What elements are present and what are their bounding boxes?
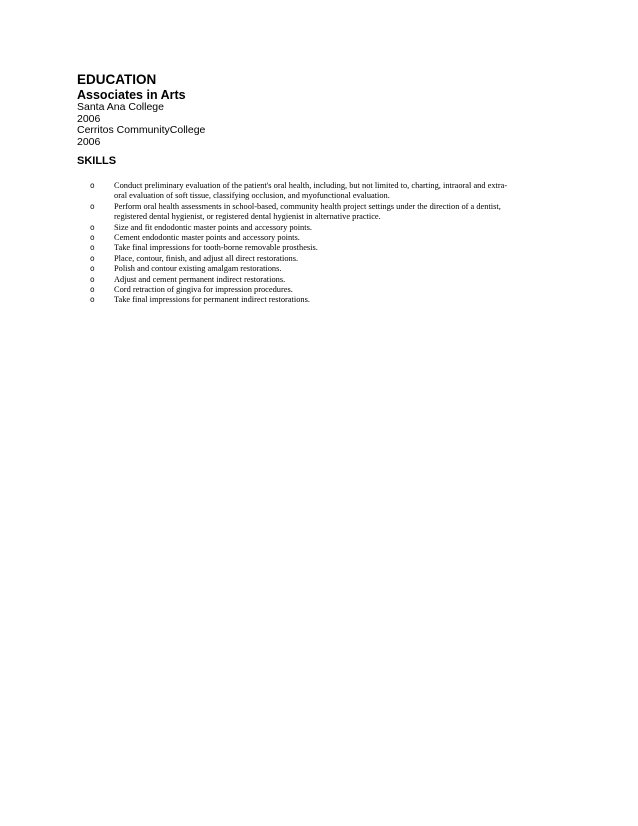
bullet-icon: o (90, 201, 95, 211)
skills-list (90, 181, 560, 306)
skill-text-line: Size and fit endodontic master points and accessory points. (114, 222, 312, 232)
bullet-icon: o (90, 285, 95, 295)
skill-text-line: oral evaluation of soft tissue, classifying occlusion, and myofunctional evaluation. (114, 191, 390, 201)
bullet-icon: o (90, 243, 95, 253)
skill-text-line: Polish and contour existing amalgam restorations. (114, 264, 282, 274)
skill-text-line: Perform oral health assessments in school-based, community health project settings under the direction of a dentist, (114, 201, 501, 211)
skill-text-line: registered dental hygienist, or registered dental hygienist in alternative practice. (114, 212, 381, 222)
skill-item (90, 223, 560, 233)
education-section (77, 72, 557, 148)
bullet-icon: o (90, 274, 95, 284)
school-name: Santa Ana College (77, 101, 164, 113)
skill-item (90, 285, 560, 295)
skill-item (90, 264, 560, 274)
bullet-icon: o (90, 222, 95, 232)
school-name: Cerritos CommunityCollege (77, 124, 206, 137)
skill-text-line: Take final impressions for permanent indirect restorations. (114, 295, 310, 305)
degree-title: Associates in Arts (77, 88, 186, 102)
skill-text-line: Take final impressions for tooth-borne removable prosthesis. (114, 243, 318, 253)
bullet-icon: o (90, 181, 95, 190)
bullet-icon: o (90, 253, 95, 263)
skill-item (90, 243, 560, 253)
education-heading: EDUCATION (77, 72, 157, 87)
skill-item (90, 254, 560, 264)
skill-text-line: Conduct preliminary evaluation of the patient's oral health, including, but not limited to, charting, intraoral and extra- (114, 181, 508, 190)
bullet-icon: o (90, 295, 95, 305)
skill-item (90, 295, 560, 305)
school-year: 2006 (77, 112, 101, 125)
skill-item (90, 275, 560, 285)
skill-text-line: Cord retraction of gingiva for impression procedures. (114, 285, 293, 295)
bullet-icon: o (90, 264, 95, 274)
skill-text-line: Adjust and cement permanent indirect restorations. (114, 274, 286, 284)
skill-item (90, 181, 560, 202)
skill-text-line: Place, contour, finish, and adjust all direct restorations. (114, 253, 299, 263)
skills-heading: SKILLS (77, 155, 117, 167)
skill-text-line: Cement endodontic master points and accessory points. (114, 233, 300, 243)
bullet-icon: o (90, 233, 95, 243)
skill-item (90, 233, 560, 243)
school-year: 2006 (77, 135, 101, 148)
skill-item (90, 202, 560, 223)
